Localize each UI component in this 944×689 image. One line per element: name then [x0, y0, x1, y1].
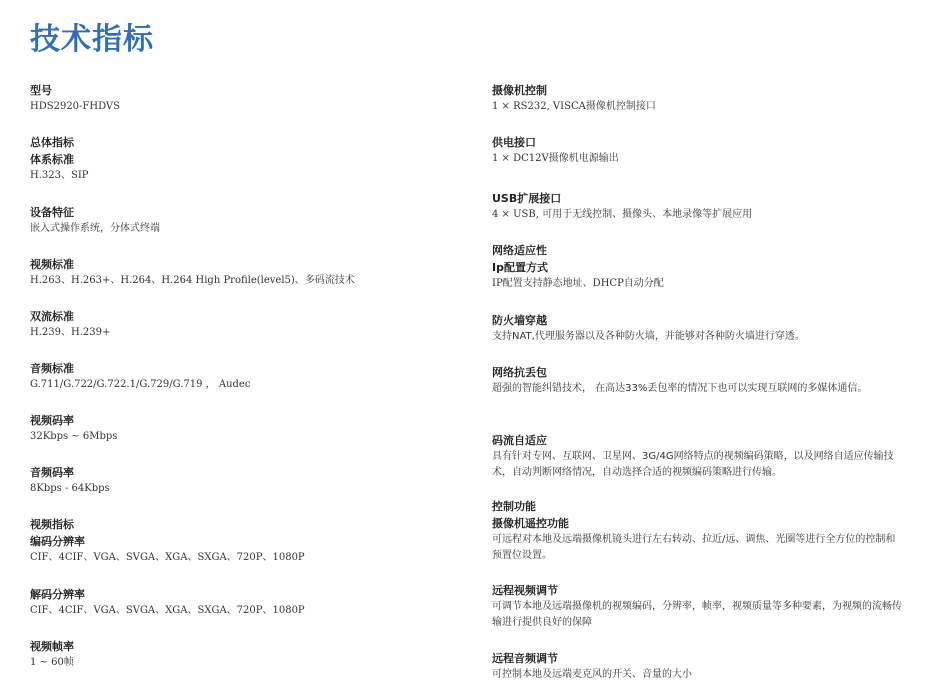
spec-item: [492, 582, 902, 631]
spec-heading: 供电接口: [492, 136, 536, 149]
spec-item: [30, 586, 450, 619]
spec-heading: USB扩展接口: [492, 192, 562, 205]
spec-value: HDS2920-FHDVS: [30, 101, 120, 112]
spec-value: 可控制本地及远端麦克风的开关、音量的大小: [492, 669, 692, 680]
spec-value: CIF、4CIF、VGA、SVGA、XGA、SXGA、720P、1080P: [30, 552, 305, 563]
spec-item: [30, 360, 450, 393]
spec-item: [492, 190, 902, 223]
spec-value: H.323、SIP: [30, 170, 89, 181]
spec-heading: 码流自适应: [492, 434, 547, 447]
spec-value: H.263、H.263+、H.264、H.264 High Profile(level5)、多码流技术: [30, 275, 355, 286]
spec-heading: 网络适应性: [492, 244, 547, 257]
spec-item: [30, 256, 450, 289]
spec-item: [30, 516, 450, 566]
spec-value: 1 × RS232, VISCA摄像机控制接口: [492, 101, 656, 112]
spec-item: [492, 432, 902, 481]
spec-item: [492, 242, 902, 292]
spec-value: 1 × DC12V摄像机电源输出: [492, 153, 619, 164]
spec-heading: 视频指标: [30, 518, 74, 531]
spec-value: 具有针对专网、互联网、卫星网、3G/4G网络特点的视频编码策略，以及网络自适应传输技术，自动判断网络情况，自动选择合适的视频编码策略进行传输。: [492, 451, 894, 478]
spec-item: [30, 204, 450, 237]
spec-value: 可远程对本地及远端摄像机镜头进行左右转动、拉近/远、调焦、光圈等进行全方位的控制和预置位设置。: [492, 534, 896, 561]
spec-value: 支持NAT,代理服务器以及各种防火墙，并能够对各种防火墙进行穿透。: [492, 331, 805, 342]
spec-item: [492, 312, 902, 345]
spec-item: [30, 464, 450, 497]
spec-heading: 远程视频调节: [492, 584, 558, 597]
spec-item: [492, 498, 902, 564]
spec-value: G.711/G.722/G.722.1/G.729/G.719 ， Audec: [30, 379, 251, 390]
spec-heading: 编码分辨率: [30, 535, 85, 548]
spec-value: 可调节本地及远端摄像机的视频编码，分辨率，帧率，视频质量等多种要素，为视频的流畅传输进行提供良好的保障: [492, 601, 902, 628]
spec-item: [30, 412, 450, 445]
spec-item: [492, 82, 902, 115]
spec-heading: 设备特征: [30, 206, 74, 219]
spec-item: [30, 82, 450, 115]
spec-heading: 双流标准: [30, 310, 74, 323]
spec-heading: 摄像机遥控功能: [492, 517, 569, 530]
spec-value: 超强的智能纠错技术， 在高达33%丢包率的情况下也可以实现互联网的多媒体通信。: [492, 383, 868, 394]
spec-heading: 远程音频调节: [492, 652, 558, 665]
spec-value: 嵌入式操作系统，分体式终端: [30, 223, 160, 234]
spec-heading: 视频帧率: [30, 640, 74, 653]
spec-heading: Ip配置方式: [492, 261, 548, 274]
spec-heading: 视频标准: [30, 258, 74, 271]
spec-value: H.239、H.239+: [30, 327, 111, 338]
spec-value: IP配置支持静态地址、DHCP自动分配: [492, 278, 664, 289]
spec-value: 1 ~ 60帧: [30, 657, 74, 668]
spec-item: [492, 134, 902, 167]
spec-item: [30, 638, 450, 671]
page-title: 技术指标: [30, 22, 154, 57]
spec-heading: 总体指标: [30, 136, 74, 149]
spec-heading: 音频标准: [30, 362, 74, 375]
spec-heading: 网络抗丢包: [492, 366, 547, 379]
spec-heading: 摄像机控制: [492, 84, 547, 97]
spec-heading: 解码分辨率: [30, 588, 85, 601]
spec-value: 8Kbps - 64Kbps: [30, 483, 110, 494]
spec-heading: 音频码率: [30, 466, 74, 479]
spec-heading: 防火墙穿越: [492, 314, 547, 327]
spec-value: 32Kbps ~ 6Mbps: [30, 431, 118, 442]
spec-item: [30, 134, 450, 184]
spec-heading: 视频码率: [30, 414, 74, 427]
spec-item: [492, 364, 902, 397]
spec-heading: 体系标准: [30, 153, 74, 166]
spec-value: 4 × USB, 可用于无线控制、摄像头、本地录像等扩展应用: [492, 209, 753, 220]
spec-value: CIF、4CIF、VGA、SVGA、XGA、SXGA、720P、1080P: [30, 605, 305, 616]
spec-item: [30, 308, 450, 341]
spec-heading: 型号: [30, 84, 52, 97]
spec-item: [492, 650, 902, 683]
spec-heading: 控制功能: [492, 500, 536, 513]
